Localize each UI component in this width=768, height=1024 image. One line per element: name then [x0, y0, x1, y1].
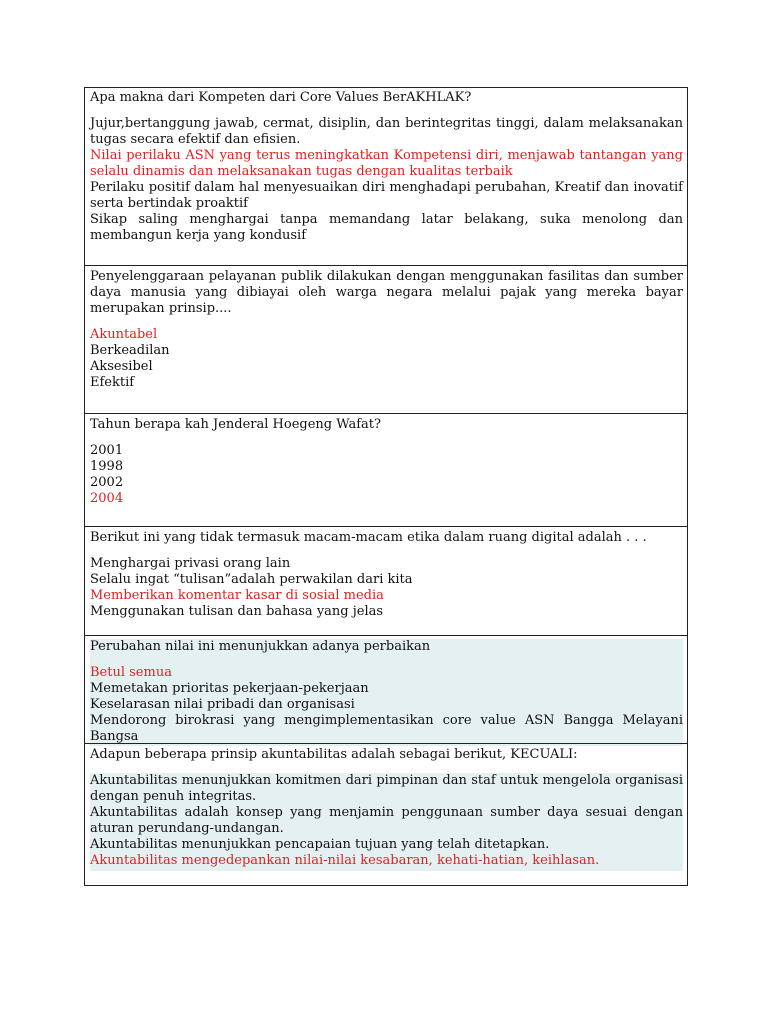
- option: Akuntabilitas menunjukkan komitmen dari pimpinan dan staf untuk mengelola organisasi dengan penuh integritas.: [90, 773, 683, 804]
- quiz-table: [84, 87, 688, 886]
- question-row-4: [85, 526, 687, 635]
- option: Selalu ingat “tulisan”adalah perwakilan dari kita: [90, 572, 413, 587]
- options-list: [90, 116, 683, 244]
- question-row-3: [85, 413, 687, 526]
- option: Keselarasan nilai pribadi dan organisasi: [90, 697, 355, 712]
- options-list: [90, 556, 683, 620]
- option: 1998: [90, 459, 124, 474]
- option-correct: Akuntabel: [90, 327, 158, 342]
- option: Menggunakan tulisan dan bahasa yang jelas: [90, 604, 384, 619]
- option: Jujur,bertanggung jawab, cermat, disiplin, dan berintegritas tinggi, dalam melaksanakan tugas secara efektif dan efisien.: [90, 116, 683, 147]
- options-list: [90, 665, 683, 745]
- option: 2001: [90, 443, 124, 458]
- option: Mendorong birokrasi yang mengimplementasikan core value ASN Bangga Melayani Bangsa: [90, 713, 683, 744]
- options-list: [90, 443, 683, 507]
- question-row-2: [85, 265, 687, 413]
- option: Berkeadilan: [90, 343, 170, 358]
- option-correct: 2004: [90, 491, 124, 506]
- question-text: Adapun beberapa prinsip akuntabilitas adalah sebagai berikut, KECUALI:: [90, 747, 578, 762]
- options-list: [90, 773, 683, 871]
- option: Efektif: [90, 375, 135, 390]
- shaded-block: [90, 639, 683, 746]
- option: Akuntabilitas menunjukkan pencapaian tujuan yang telah ditetapkan.: [90, 837, 550, 852]
- option-correct: Betul semua: [90, 665, 172, 680]
- option-correct: Akuntabilitas mengedepankan nilai-nilai kesabaran, kehati-hatian, keihlasan.: [90, 853, 600, 868]
- option: Sikap saling menghargai tanpa memandang latar belakang, suka menolong dan membangun kerja yang kondusif: [90, 212, 683, 243]
- question-text: Tahun berapa kah Jenderal Hoegeng Wafat?: [90, 417, 381, 432]
- question-row-5: [85, 635, 687, 743]
- option-correct: Memberikan komentar kasar di sosial media: [90, 588, 384, 603]
- question-text: Perubahan nilai ini menunjukkan adanya perbaikan: [90, 639, 431, 654]
- question-row-1: [85, 88, 687, 265]
- option: Menghargai privasi orang lain: [90, 556, 291, 571]
- option-correct: Nilai perilaku ASN yang terus meningkatkan Kompetensi diri, menjawab tantangan yang selalu dinamis dan melaksanakan tugas dengan kualitas terbaik: [90, 148, 683, 179]
- question-text: Apa makna dari Kompeten dari Core Values BerAKHLAK?: [90, 90, 472, 105]
- option: Akuntabilitas adalah konsep yang menjamin penggunaan sumber daya sesuai dengan aturan perundang-undangan.: [90, 805, 683, 836]
- option: Perilaku positif dalam hal menyesuaikan diri menghadapi perubahan, Kreatif dan inovatif serta bertindak proaktif: [90, 180, 683, 211]
- option: 2002: [90, 475, 124, 490]
- option: Aksesibel: [90, 359, 153, 374]
- options-list: [90, 327, 683, 391]
- question-row-6: [85, 743, 687, 885]
- option: Memetakan prioritas pekerjaan-pekerjaan: [90, 681, 369, 696]
- question-text: Penyelenggaraan pelayanan publik dilakukan dengan menggunakan fasilitas dan sumber daya manusia yang dibiayai oleh warga negara melalui pajak yang mereka bayar merupakan prinsip....: [90, 269, 683, 316]
- question-text: Berikut ini yang tidak termasuk macam-macam etika dalam ruang digital adalah . . .: [90, 530, 647, 545]
